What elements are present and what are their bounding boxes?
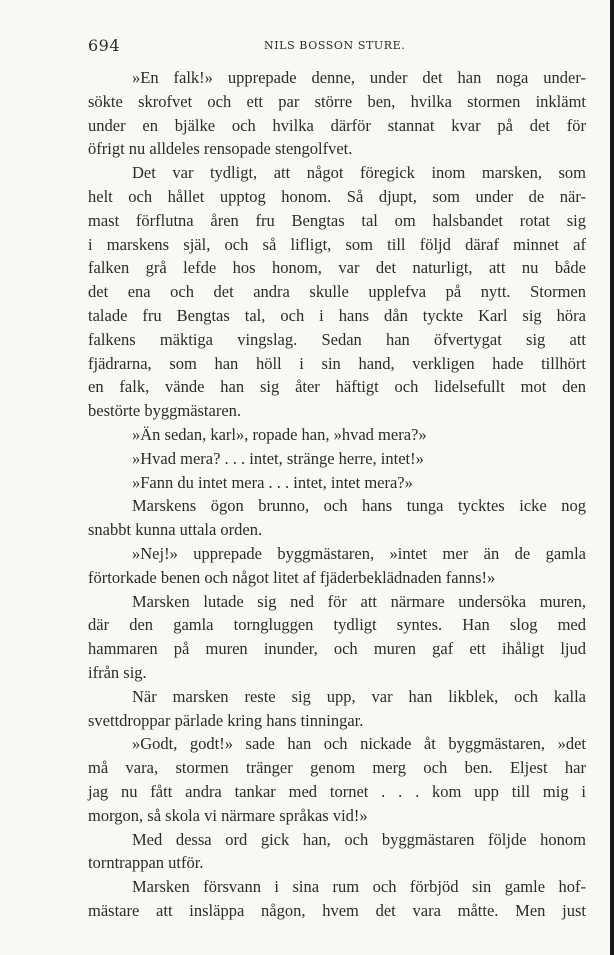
running-head: NILS BOSSON STURE. (264, 39, 406, 52)
text-line: helt och hållet upptog honom. Så djupt, som under de när- (88, 186, 586, 206)
text-line: mast förflutna åren fru Bengtas tal om halsbandet rotat sig (88, 210, 586, 230)
text-line: mästare att insläppa någon, hvem det vara måtte. Men just (88, 900, 586, 920)
text-line: »Än sedan, karl», ropade han, »hvad mera?» (132, 424, 427, 444)
text-line: »Hvad mera? . . . intet, stränge herre, intet!» (132, 448, 424, 468)
text-line: torntrappan utför. (88, 853, 204, 873)
text-line: Det var tydligt, att något föregick inom marsken, som (132, 163, 586, 183)
text-line: en falk, vände han sig åter häftigt och lidelsefullt mot den (88, 377, 586, 397)
text-line: förtorkade benen och något litet af fjäderbeklädnaden fanns!» (88, 567, 496, 587)
text-line: snabbt kunna uttala orden. (88, 520, 263, 540)
text-line: må vara, stormen tränger genom merg och ben. Eljest har (88, 758, 586, 778)
text-line: »En falk!» upprepade denne, under det han noga under- (132, 68, 586, 87)
text-line: öfrigt nu alldeles rensopade stengolfvet. (88, 139, 353, 159)
text-line: »Fann du intet mera . . . intet, intet mera?» (132, 472, 413, 492)
text-line: sökte skrofvet och ett par större ben, hvilka stormen inklämt (88, 91, 586, 111)
text-line: »Nej!» upprepade byggmästaren, »intet mer än de gamla (132, 543, 586, 563)
text-line: i marskens själ, och så lifligt, som till följd däraf minnet af (88, 234, 586, 254)
text-line: Med dessa ord gick han, och byggmästaren följde honom (132, 829, 586, 849)
body-text (88, 66, 586, 923)
text-line: hammaren på muren inunder, och muren gaf ett ihåligt ljud (88, 639, 586, 659)
text-line: Marsken lutade sig ned för att närmare undersöka muren, (132, 591, 586, 611)
text-line: När marsken reste sig upp, var han likblek, och kalla (132, 686, 586, 706)
text-line: falken grå lefde hos honom, var det naturligt, att nu både (88, 258, 586, 278)
text-line: svettdroppar pärlade kring hans tinningar. (88, 710, 364, 730)
text-line: Marsken försvann i sina rum och förbjöd sin gamle hof- (132, 877, 586, 897)
text-line: »Godt, godt!» sade han och nickade åt byggmästaren, »det (132, 734, 586, 754)
text-line: ifrån sig. (88, 662, 147, 682)
text-line: där den gamla torngluggen tydligt syntes. Han slog med (88, 615, 586, 635)
page-edge-shadow (610, 0, 614, 955)
text-line: falkens mäktiga vingslag. Sedan han öfvertygat sig att (88, 329, 586, 349)
text-line: Marskens ögon brunno, och hans tunga tycktes icke nog (132, 496, 586, 516)
text-line: talade fru Bengtas tal, och i hans dån tyckte Karl sig höra (88, 305, 586, 325)
page-header (88, 36, 588, 56)
text-line: det ena och det andra skulle upplefva på nytt. Stormen (88, 282, 586, 302)
text-line: morgon, så skola vi närmare språkas vid!» (88, 805, 368, 825)
text-line: jag nu fått andra tankar med tornet . . . kom upp till mig i (88, 781, 586, 801)
text-line: bestörte byggmästaren. (88, 401, 242, 421)
page-number: 694 (88, 36, 121, 55)
text-line: under en bjälke och hvilka därför stannat kvar på det för (88, 115, 586, 135)
text-line: fjädrarna, som han höll i sin hand, verkligen hade tillhört (88, 353, 586, 373)
